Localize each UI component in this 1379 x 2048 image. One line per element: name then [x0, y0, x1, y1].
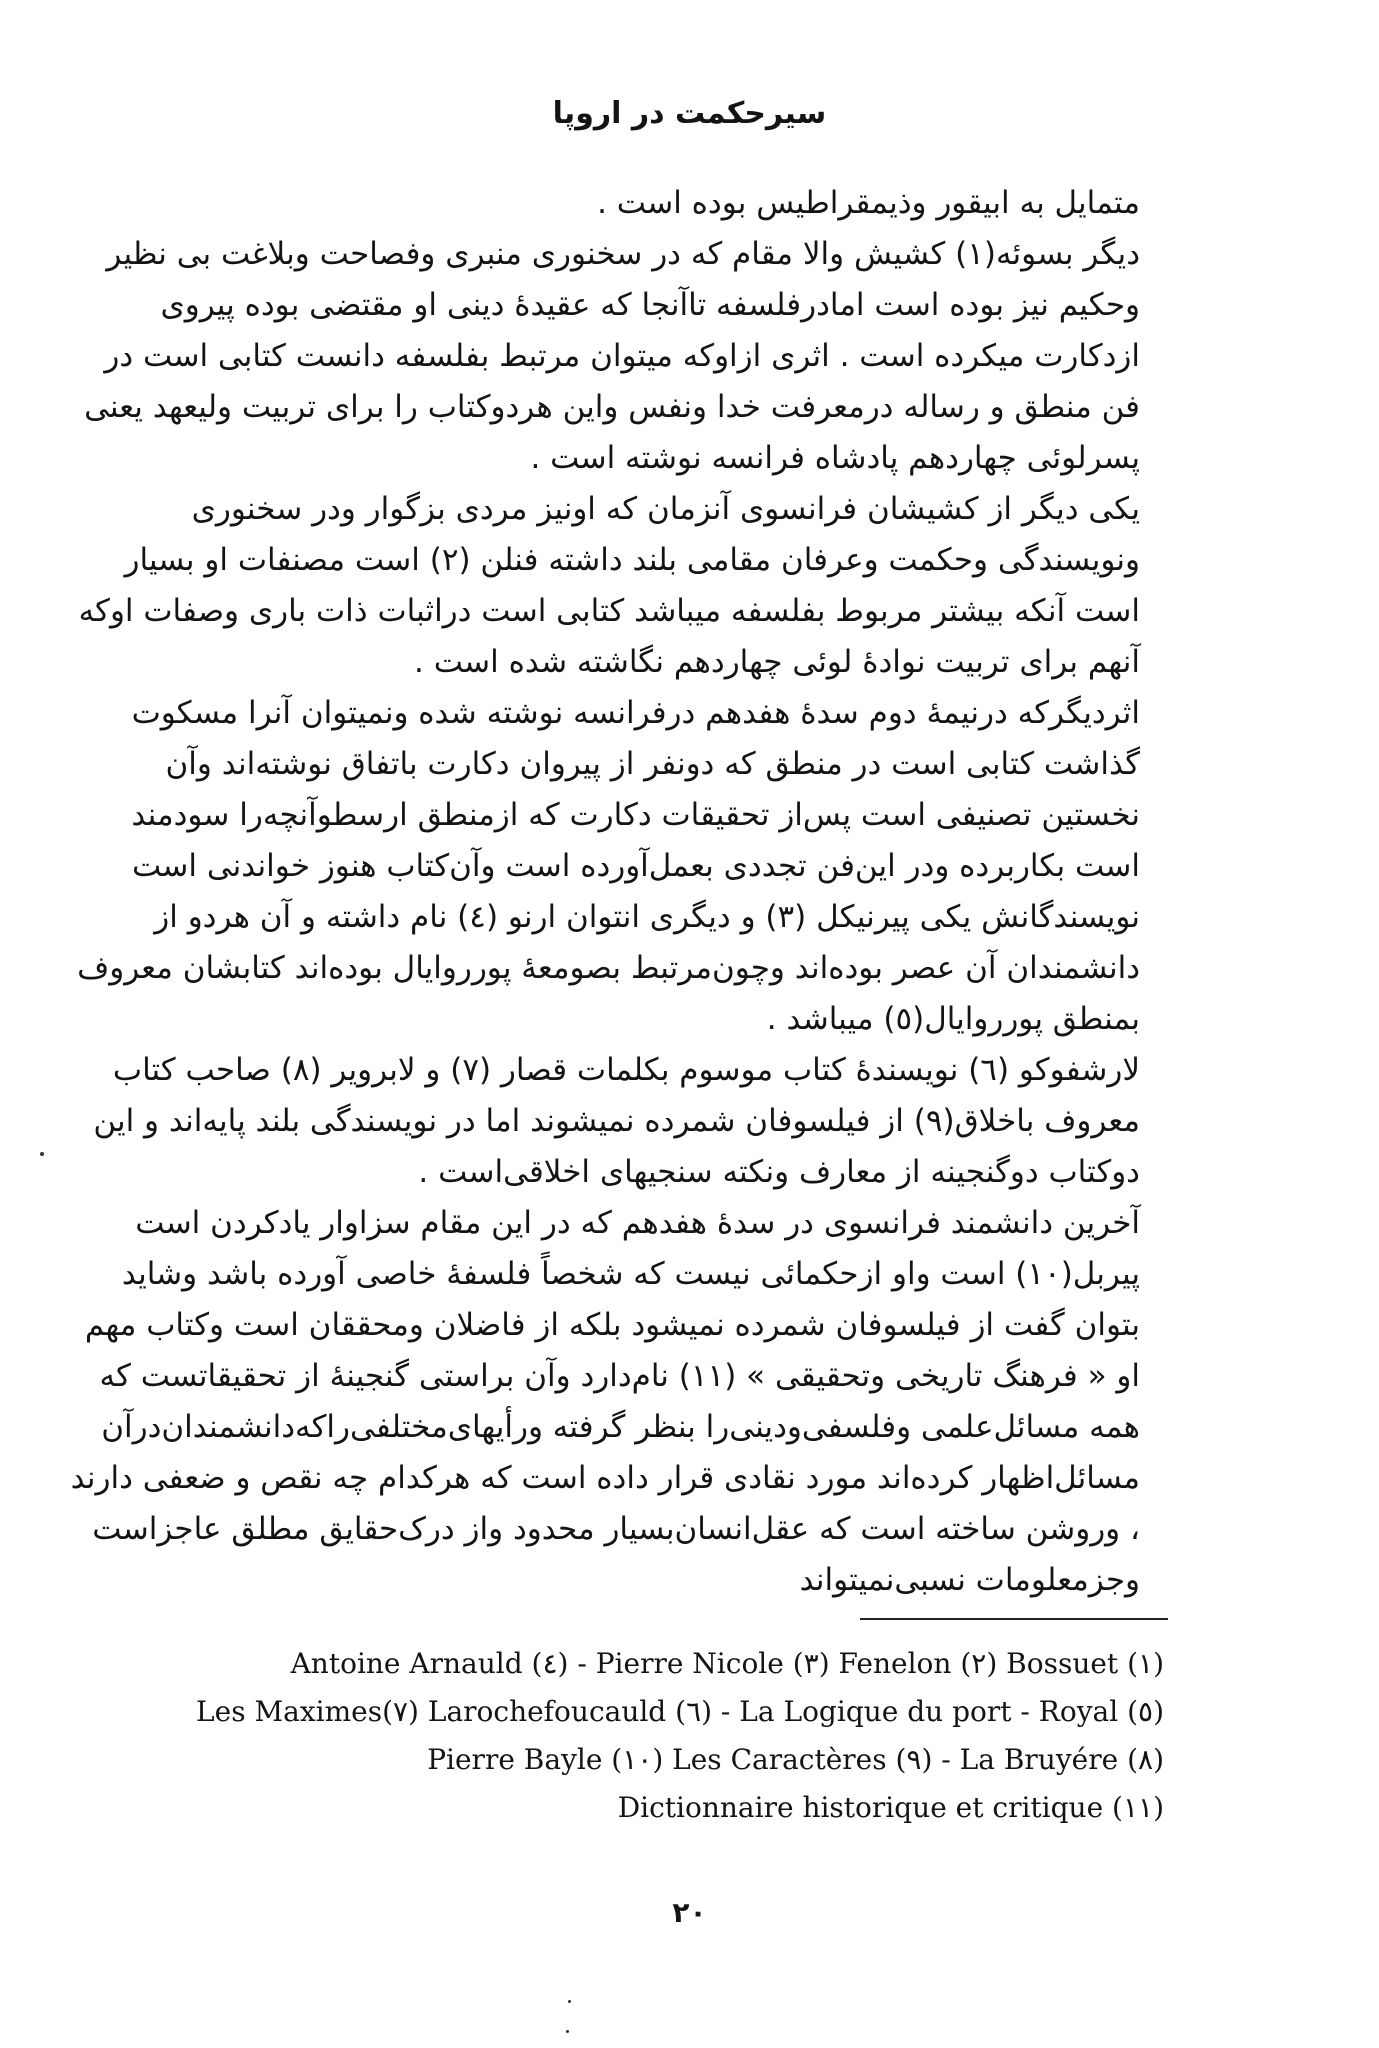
- scan-speck: [40, 1152, 44, 1156]
- footnote-line-3: Pierre Bayle (١٠) Les Caractères (٩) - La Bruyére (٨): [427, 1743, 1164, 1776]
- paragraph-4: اثردیگرکه درنیمهٔ دوم سدهٔ هفدهم درفرانسه نوشته شده ونمیتوان آنرا مسکوت گذاشت کتابی است در منطق که دونفر از پیروان دکارت باتفاق نوشته‌اند وآن نخستین تصنیفی است پس‌از تحقیقات دکارت که ازمنطق ارسطوآنچه‌را سودمند است بکاربرده ودر این‌فن تجددی بعمل‌آورده است وآن‌کتاب هنوز خواندنی است نویسندگانش یکی پیرنیکل (۳) و دیگری انتوان ارنو (٤) نام داشته و آن هردو از دانشمندان آن عصر بوده‌اند وچون‌مرتبط بصومعهٔ پورروایال بوده‌اند کتابشان معروف بمنطق پورروایال(٥) میباشد .: [77, 695, 1140, 1037]
- page-number: ۲۰: [672, 1896, 707, 1929]
- body-text: [60, 178, 1140, 1618]
- scan-speck: [566, 2030, 569, 2033]
- paragraph-6: آخرین دانشمند فرانسوی در سدهٔ هفدهم که در این مقام سزاوار یادکردن است پیربل(۱۰) است واو ازحکمائی نیست که شخصاً فلسفهٔ خاصی آورده باشد وشاید بتوان گفت از فیلسوفان شمرده نمیشود بلکه از فاضلان ومحققان است وکتاب مهم او « فرهنگ تاریخی وتحقیقی » (۱۱) نام‌دارد وآن براستی گنجینهٔ از تحقیقاتست که همه مسائل‌علمی وفلسفی‌ودینی‌را بنظر گرفته ورأیهای‌مختلفی‌راکه‌دانشمندان‌درآن مسائل‌اظهار کرده‌اند مورد نقادی قرار داده است که هرکدام چه نقص و ضعفی دارند ، وروشن ساخته است که عقل‌انسان‌بسیار محدود واز درک‌حقایق مطلق عاجزاست وجزمعلومات نسبی‌نمیتواند: [70, 1205, 1140, 1598]
- footnotes: [50, 1640, 1164, 1832]
- footnote-line-2: Les Maximes(٧) Larochefoucauld (٦) - La Logique du port - Royal (٥): [196, 1695, 1164, 1728]
- footnote-line-4: Dictionnaire historique et critique (١١): [617, 1791, 1164, 1824]
- paragraph-5: لارشفوکو (٦) نویسندهٔ کتاب موسوم بکلمات قصار (۷) و لابرویر (۸) صاحب کتاب معروف باخلاق(۹) از فیلسوفان شمرده نمیشوند اما در نویسندگی بلند پایه‌اند و این دوکتاب دوگنجینه از معارف ونکته سنجیهای اخلاقی‌است .: [93, 1052, 1140, 1190]
- paragraph-1: متمایل به ابیقور وذیمقراطیس بوده است .: [597, 185, 1140, 221]
- footnote-separator: [860, 1618, 1168, 1620]
- paragraph-2: دیگر بسوئه(۱) کشیش والا مقام که در سخنوری منبری وفصاحت وبلاغت بی نظیر وحکیم نیز بوده است امادرفلسفه تاآنجا که عقیدهٔ دینی او مقتضی بوده پیروی ازدکارت میکرده است . اثری ازاوکه میتوان مرتبط بفلسفه دانست کتابی است در فن منطق و رساله درمعرفت خدا ونفس واین هردوکتاب را برای تربیت ولیعهد یعنی پسرلوئی چهاردهم پادشاه فرانسه نوشته است .: [84, 236, 1140, 476]
- running-header: سیرحکمت در اروپا: [552, 96, 827, 131]
- scan-speck: [568, 2000, 571, 2003]
- footnote-line-1: Antoine Arnauld (٤) - Pierre Nicole (٣) Fenelon (٢) Bossuet (١): [290, 1647, 1164, 1680]
- paragraph-3: یکی دیگر از کشیشان فرانسوی آنزمان که اونیز مردی بزگوار ودر سخنوری ونویسندگی وحکمت وعرفان مقامی بلند داشته فنلن (۲) است مصنفات او بسیار است آنکه بیشتر مربوط بفلسفه میباشد کتابی است دراثبات ذات باری وصفات اوکه آنهم برای تربیت نوادهٔ لوئی چهاردهم نگاشته شده است .: [78, 491, 1140, 680]
